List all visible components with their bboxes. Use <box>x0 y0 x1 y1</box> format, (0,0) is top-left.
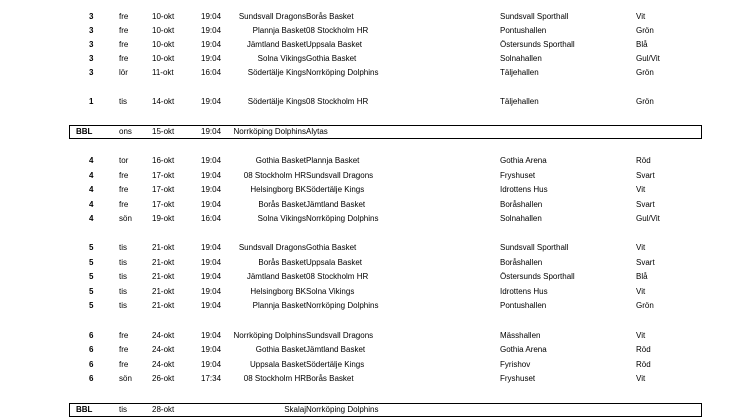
schedule-row <box>0 404 746 416</box>
cell-color: Vit <box>636 287 646 296</box>
cell-away: Uppsala Basket <box>306 258 363 267</box>
cell-home: Sundsvall Dragons <box>238 12 306 21</box>
cell-time: 19:04 <box>201 301 222 310</box>
cell-time: 19:04 <box>201 243 222 252</box>
cell-round: 3 <box>89 40 94 49</box>
cell-away: Norrköping Dolphins <box>306 301 379 310</box>
cell-round: 5 <box>89 301 94 310</box>
cell-away: Uppsala Basket <box>306 40 363 49</box>
cell-round: 5 <box>89 258 94 267</box>
schedule-row <box>0 96 746 108</box>
cell-home: 08 Stockholm HR <box>243 171 306 180</box>
cell-date: 10-okt <box>152 40 175 49</box>
cell-arena: Östersunds Sporthall <box>500 272 575 281</box>
cell-round: BBL <box>76 405 93 414</box>
cell-time: 19:04 <box>201 345 222 354</box>
schedule-row <box>0 300 746 312</box>
schedule-row <box>0 25 746 37</box>
cell-home: Helsingborg BK <box>250 185 306 194</box>
cell-time: 19:04 <box>201 127 222 136</box>
cell-arena: Fryshuset <box>500 171 536 180</box>
schedule-row <box>0 199 746 211</box>
cell-round: 1 <box>89 97 94 106</box>
schedule-row <box>0 242 746 254</box>
cell-date: 24-okt <box>152 345 175 354</box>
cell-date: 11-okt <box>152 68 174 77</box>
cell-arena: Pontushallen <box>500 26 547 35</box>
cell-day: sön <box>119 214 132 223</box>
cell-day: tis <box>119 405 127 414</box>
cell-home: Solna Vikings <box>257 214 306 223</box>
cell-color: Vit <box>636 374 646 383</box>
cell-away: Norrköping Dolphins <box>306 68 379 77</box>
cell-date: 19-okt <box>152 214 175 223</box>
cell-color: Grön <box>636 97 654 106</box>
cell-round: 5 <box>89 243 94 252</box>
cell-date: 28-okt <box>152 405 175 414</box>
cell-away: Södertälje Kings <box>306 360 365 369</box>
cell-round: 4 <box>89 200 94 209</box>
schedule-row <box>0 373 746 385</box>
cell-day: tis <box>119 301 127 310</box>
cell-away: Sundsvall Dragons <box>306 331 374 340</box>
cell-arena: Boråshallen <box>500 258 543 267</box>
cell-time: 19:04 <box>201 272 222 281</box>
cell-color: Vit <box>636 12 646 21</box>
cell-color: Gul/Vit <box>636 54 660 63</box>
cell-day: fre <box>119 171 129 180</box>
cell-time: 17:34 <box>201 374 222 383</box>
cell-time: 19:04 <box>201 185 222 194</box>
cell-round: 6 <box>89 360 94 369</box>
cell-home: Sundsvall Dragons <box>238 243 306 252</box>
cell-date: 16-okt <box>152 156 175 165</box>
cell-arena: Gothia Arena <box>500 345 547 354</box>
cell-away: Norrköping Dolphins <box>306 405 379 414</box>
cell-time: 19:04 <box>201 287 222 296</box>
cell-date: 14-okt <box>152 97 175 106</box>
cell-arena: Täljehallen <box>500 97 539 106</box>
schedule-row <box>0 271 746 283</box>
cell-date: 21-okt <box>152 243 175 252</box>
cell-home: Borås Basket <box>258 200 306 209</box>
schedule-row <box>0 184 746 196</box>
cell-round: 5 <box>89 287 94 296</box>
cell-away: Gothia Basket <box>306 243 357 252</box>
cell-day: fre <box>119 345 129 354</box>
cell-arena: Mässhallen <box>500 331 541 340</box>
cell-round: 3 <box>89 26 94 35</box>
cell-date: 21-okt <box>152 301 175 310</box>
cell-away: Norrköping Dolphins <box>306 214 379 223</box>
cell-away: Borås Basket <box>306 12 354 21</box>
cell-date: 21-okt <box>152 287 175 296</box>
cell-time: 19:04 <box>201 258 222 267</box>
cell-arena: Pontushallen <box>500 301 547 310</box>
cell-time: 16:04 <box>201 68 222 77</box>
schedule-row <box>0 286 746 298</box>
cell-round: 4 <box>89 156 94 165</box>
cell-away: Gothia Basket <box>306 54 357 63</box>
cell-day: tis <box>119 97 127 106</box>
schedule-row <box>0 53 746 65</box>
cell-date: 24-okt <box>152 331 175 340</box>
cell-color: Blå <box>636 40 648 49</box>
cell-away: Jämtland Basket <box>306 200 366 209</box>
cell-day: lör <box>119 68 128 77</box>
cell-day: fre <box>119 40 129 49</box>
cell-arena: Idrottens Hus <box>500 185 548 194</box>
cell-round: 4 <box>89 214 94 223</box>
cell-color: Röd <box>636 345 651 354</box>
cell-away: Solna Vikings <box>306 287 355 296</box>
cell-date: 10-okt <box>152 12 175 21</box>
cell-color: Grön <box>636 68 654 77</box>
cell-time: 19:04 <box>201 26 222 35</box>
schedule-row <box>0 155 746 167</box>
schedule-row <box>0 170 746 182</box>
cell-round: 4 <box>89 185 94 194</box>
cell-date: 17-okt <box>152 171 175 180</box>
cell-arena: Idrottens Hus <box>500 287 548 296</box>
cell-day: fre <box>119 12 129 21</box>
cell-home: Plannja Basket <box>252 26 306 35</box>
cell-home: Skalaj <box>284 405 306 414</box>
cell-away: 08 Stockholm HR <box>306 97 369 106</box>
cell-away: Södertälje Kings <box>306 185 365 194</box>
cell-home: Norrköping Dolphins <box>233 127 306 136</box>
cell-time: 19:04 <box>201 156 222 165</box>
cell-arena: Fyrishov <box>500 360 531 369</box>
cell-home: Solna Vikings <box>257 54 306 63</box>
cell-arena: Gothia Arena <box>500 156 547 165</box>
cell-day: fre <box>119 331 129 340</box>
cell-home: Södertälje Kings <box>247 97 306 106</box>
cell-time: 16:04 <box>201 214 222 223</box>
cell-away: Sundsvall Dragons <box>306 171 374 180</box>
schedule-row <box>0 126 746 138</box>
cell-time: 19:04 <box>201 200 222 209</box>
cell-time: 19:04 <box>201 12 222 21</box>
schedule-row <box>0 213 746 225</box>
cell-away: Plannja Basket <box>306 156 360 165</box>
schedule-row <box>0 344 746 356</box>
schedule-row <box>0 67 746 79</box>
cell-round: 6 <box>89 345 94 354</box>
cell-date: 24-okt <box>152 360 175 369</box>
cell-color: Svart <box>636 258 655 267</box>
cell-arena: Sundsvall Sporthall <box>500 243 569 252</box>
cell-day: tis <box>119 243 127 252</box>
cell-away: Borås Basket <box>306 374 354 383</box>
cell-away: Jämtland Basket <box>306 345 366 354</box>
schedule-row <box>0 11 746 23</box>
cell-home: Södertälje Kings <box>247 68 306 77</box>
cell-color: Vit <box>636 243 646 252</box>
cell-arena: Fryshuset <box>500 374 536 383</box>
cell-date: 17-okt <box>152 185 175 194</box>
cell-round: 5 <box>89 272 94 281</box>
cell-day: fre <box>119 200 129 209</box>
cell-time: 19:04 <box>201 360 222 369</box>
cell-away: Alytas <box>306 127 328 136</box>
schedule-row <box>0 257 746 269</box>
cell-date: 10-okt <box>152 54 175 63</box>
cell-round: 3 <box>89 68 94 77</box>
cell-arena: Sundsvall Sporthall <box>500 12 569 21</box>
schedule-row <box>0 330 746 342</box>
cell-round: 6 <box>89 331 94 340</box>
cell-away: 08 Stockholm HR <box>306 272 369 281</box>
cell-day: fre <box>119 185 129 194</box>
cell-round: 6 <box>89 374 94 383</box>
cell-date: 21-okt <box>152 258 175 267</box>
cell-home: Plannja Basket <box>252 301 306 310</box>
cell-time: 19:04 <box>201 40 222 49</box>
cell-day: tis <box>119 258 127 267</box>
cell-day: ons <box>119 127 132 136</box>
cell-color: Svart <box>636 200 655 209</box>
cell-day: tis <box>119 287 127 296</box>
cell-date: 26-okt <box>152 374 175 383</box>
cell-day: fre <box>119 26 129 35</box>
cell-time: 19:04 <box>201 54 222 63</box>
cell-date: 21-okt <box>152 272 175 281</box>
cell-arena: Täljehallen <box>500 68 539 77</box>
cell-home: Borås Basket <box>258 258 306 267</box>
cell-away: 08 Stockholm HR <box>306 26 369 35</box>
cell-time: 19:04 <box>201 171 222 180</box>
cell-arena: Östersunds Sporthall <box>500 40 575 49</box>
cell-date: 17-okt <box>152 200 175 209</box>
cell-arena: Solnahallen <box>500 214 542 223</box>
cell-date: 15-okt <box>152 127 175 136</box>
cell-home: Gothia Basket <box>255 345 306 354</box>
cell-home: Jämtland Basket <box>246 272 306 281</box>
cell-home: 08 Stockholm HR <box>243 374 306 383</box>
cell-round: BBL <box>76 127 93 136</box>
cell-day: fre <box>119 360 129 369</box>
cell-day: tor <box>119 156 129 165</box>
cell-home: Jämtland Basket <box>246 40 306 49</box>
cell-round: 4 <box>89 171 94 180</box>
cell-color: Vit <box>636 185 646 194</box>
cell-round: 3 <box>89 12 94 21</box>
cell-color: Gul/Vit <box>636 214 660 223</box>
cell-day: fre <box>119 54 129 63</box>
schedule-row <box>0 39 746 51</box>
cell-home: Helsingborg BK <box>250 287 306 296</box>
cell-color: Röd <box>636 156 651 165</box>
cell-day: sön <box>119 374 132 383</box>
cell-time: 19:04 <box>201 331 222 340</box>
cell-color: Grön <box>636 301 654 310</box>
cell-color: Svart <box>636 171 655 180</box>
cell-day: tis <box>119 272 127 281</box>
cell-home: Gothia Basket <box>255 156 306 165</box>
cell-arena: Boråshallen <box>500 200 543 209</box>
cell-home: Norrköping Dolphins <box>233 331 306 340</box>
schedule-row <box>0 359 746 371</box>
cell-round: 3 <box>89 54 94 63</box>
cell-color: Röd <box>636 360 651 369</box>
cell-arena: Solnahallen <box>500 54 542 63</box>
cell-date: 10-okt <box>152 26 175 35</box>
cell-color: Vit <box>636 331 646 340</box>
cell-color: Blå <box>636 272 648 281</box>
cell-time: 19:04 <box>201 97 222 106</box>
cell-home: Uppsala Basket <box>249 360 306 369</box>
cell-color: Grön <box>636 26 654 35</box>
